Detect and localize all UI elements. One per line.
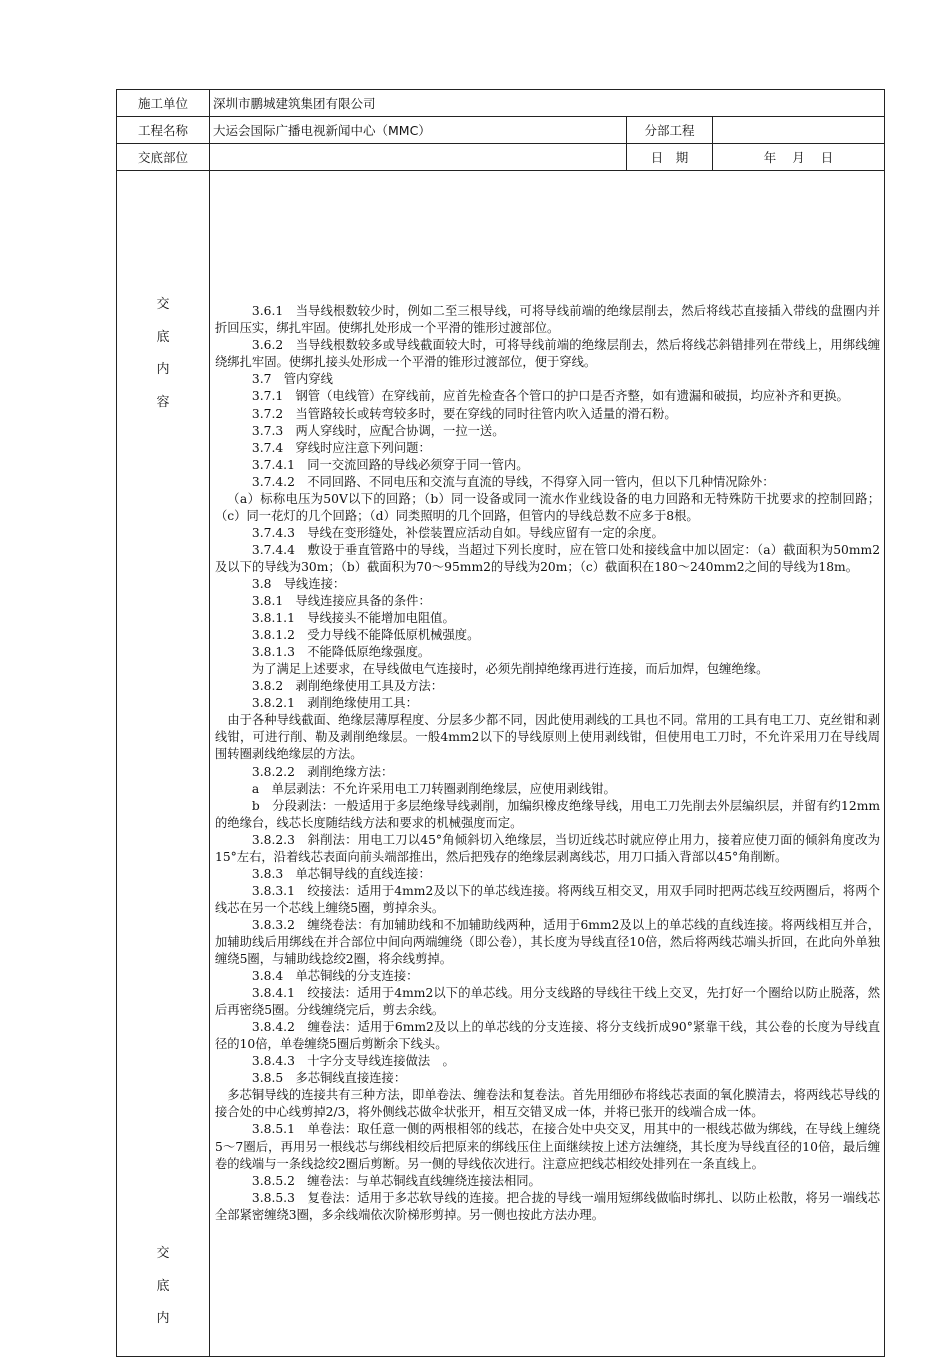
paragraph: 3.7.4 穿线时应注意下列问题： [251, 440, 431, 455]
paragraph: 3.8.4.1 绞接法：适用于4mm2以下的单芯线。用分支线路的导线往干线上交叉，先打好一个圈给以防止脱落，然后再密绕5圈。分线缠绕完后，剪去余线。 [215, 986, 881, 1018]
paragraph: 3.8.2.1 剥削绝缘使用工具： [251, 696, 418, 711]
paragraph: （a）标称电压为50V以下的回路；（b）同一设备或同一流水作业线设备的电力回路和无特殊防干扰要求的控制回路；（c）同一花灯的几个回路；（d）同类照明的几个回路，但管内的导线总数不应多于8根。 [215, 491, 881, 523]
location-value [210, 144, 627, 171]
sub-project-label: 分部工程 [627, 117, 713, 144]
paragraph: 3.8.4 单芯铜线的分支连接： [251, 969, 419, 984]
paragraph: 3.6.2 当导线根数较多或导线截面较大时，可将导线前端的绝缘层削去，然后将线芯斜错排列在带线上，用绑线缠绕绑扎牢固。使绑扎接头处形成一个平滑的锥形过渡部位，便于穿线。 [215, 338, 881, 370]
paragraph: a 单层剥法：不允许采用电工刀转圈剥削绝缘层，应使用剥线钳。 [251, 781, 616, 796]
date-value: 年 月 日 [713, 144, 885, 171]
paragraph: 3.6.1 当导线根数较少时，例如二至三根导线，可将导线前端的绝缘层削去，然后将线芯直接插入带线的盘圈内并折回压实，绑扎牢固。使绑扎处形成一个平滑的锥形过渡部位。 [215, 304, 881, 336]
paragraph: 3.7.4.3 导线在变形缝处，补偿装置应活动自如。导线应留有一定的余度。 [251, 525, 664, 540]
paragraph: 3.7 管内穿线 [251, 372, 333, 387]
side-label-bottom [117, 1238, 209, 1336]
project-name-label: 工程名称 [117, 117, 210, 144]
construction-unit-label: 施工单位 [117, 90, 210, 117]
paragraph: 3.7.4.4 敷设于垂直管路中的导线，当超过下列长度时，应在管口处和接线盒中加以固定：（a）截面积为50mm2及以下的导线为30m；（b）截面积为70～95mm2的导线为20m；（c）截面积在180～240mm2之间的导线为18m。 [215, 542, 881, 574]
paragraph: 3.8.3.1 绞接法：适用于4mm2及以下的单芯线连接。将两线互相交叉，用双手同时把两芯线互绞两圈后，将两个线芯在另一个芯线上缠绕5圈，剪掉余头。 [215, 883, 881, 915]
location-label: 交底部位 [117, 144, 210, 171]
paragraph: 为了满足上述要求，在导线做电气连接时，必须先削掉绝缘再进行连接，而后加焊，包缠绝缘。 [251, 662, 769, 677]
disclosure-form [116, 89, 885, 1357]
paragraph: 3.8.2 剥削绝缘使用工具及方法： [251, 679, 444, 694]
side-char: 底 [156, 329, 170, 345]
side-char: 交 [156, 1246, 170, 1261]
paragraph: 3.7.3 两人穿线时，应配合协调，一拉一送。 [251, 423, 505, 438]
paragraph: 3.7.4.2 不同回路、不同电压和交流与直流的导线，不得穿入同一管内，但以下几种情况除外： [251, 474, 775, 489]
side-char: 内 [156, 1311, 170, 1326]
paragraph: 3.8.3.2 缠绕卷法：有加辅助线和不加辅助线两种，适用于6mm2及以上的单芯线的直线连接。将两线相互并合，加辅助线后用绑线在并合部位中间向两端缠绕（即公卷），其长度为导线直径10倍，然后将两线芯端头折回，在此向外单独缠绕5圈，与辅助线捻绞2圈，将余线剪掉。 [215, 917, 881, 967]
paragraph: 3.8.1.3 不能降低原绝缘强度。 [251, 645, 431, 660]
content-side-label [117, 171, 210, 1357]
paragraph: 3.8.1.2 受力导线不能降低原机械强度。 [251, 628, 480, 643]
side-char: 内 [156, 362, 170, 377]
paragraph: 3.8.5.1 单卷法：取任意一侧的两根相邻的线芯，在接合处中央交叉，用其中的一根线芯做为绑线，在导线上缠绕5～7圈后，再用另一根线芯与绑线相绞后把原来的绑线压住上面继续按上述方法缠绕，其长度为导线直径的10倍，最后缠卷的线端与一条线捻绞2圈后剪断。另一侧的导线依次进行。注意应把线芯相绞处排列在一条直线上。 [215, 1122, 881, 1171]
paragraph: 3.8.5 多芯铜线直接连接： [251, 1071, 407, 1086]
sub-project-value [713, 117, 885, 144]
paragraph: 3.8 导线连接： [251, 576, 346, 591]
paragraph: 3.8.5.3 复卷法：适用于多芯软导线的连接。把合拢的导线一端用短绑线做临时绑扎、以防止松散，将另一端线芯全部紧密缠绕3圈，多余线端依次阶梯形剪掉。另一侧也按此方法办理。 [215, 1190, 881, 1222]
paragraph: 由于各种导线截面、绝缘层薄厚程度、分层多少都不同，因此使用剥线的工具也不同。常用的工具有电工刀、克丝钳和剥线钳，可进行削、勒及剥削绝缘层。一般4mm2以下的导线原则上使用剥线钳，但使用电工刀时，不允许采用刀在导线周围转圈剥线绝缘层的方法。 [215, 713, 881, 762]
construction-unit-value: 深圳市鹏城建筑集团有限公司 [210, 90, 885, 117]
paragraph: b 分段剥法：一般适用于多层绝缘导线剥削，加编织橡皮绝缘导线，用电工刀先削去外层编织层，并留有约12mm的绝缘台，线芯长度随结线方法和要求的机械强度而定。 [215, 798, 881, 830]
content-body [210, 171, 885, 1357]
paragraph: 3.8.4.2 缠卷法：适用于6mm2及以上的单芯线的分支连接、将分支线折成90°紧靠干线，其公卷的长度为导线直径的10倍，单卷缠绕5圈后剪断余下线头。 [215, 1020, 881, 1052]
side-char: 底 [156, 1278, 170, 1294]
paragraph: 多芯铜导线的连接共有三种方法，即单卷法、缠卷法和复卷法。首先用细砂布将线芯表面的氧化膜清去，将两线芯导线的接合处的中心线剪掉2/3，将外侧线芯做伞状张开，相互交错叉成一体，并将已张开的线端合成一体。 [215, 1088, 881, 1120]
side-char: 交 [156, 297, 170, 312]
date-label: 日 期 [627, 144, 713, 171]
paragraph-list [215, 303, 880, 1224]
paragraph: 3.8.3 单芯铜导线的直线连接： [251, 866, 431, 881]
paragraph: 3.8.4.3 十字分支导线连接做法 。 [251, 1054, 455, 1069]
paragraph: 3.7.2 当管路较长或转弯较多时，要在穿线的同时往管内吹入适量的滑石粉。 [251, 406, 677, 421]
paragraph: 3.7.4.1 同一交流回路的导线必须穿于同一管内。 [251, 457, 529, 472]
paragraph: 3.8.2.3 斜削法：用电工刀以45°角倾斜切入绝缘层，当切近线芯时就应停止用力，接着应使刀面的倾斜角度改为15°左右，沿着线芯表面向前头端部推出，然后把残存的绝缘层剥离线芯，用刀口插入背部以45°角削断。 [215, 832, 881, 864]
paragraph: 3.8.1 导线连接应具备的条件： [251, 594, 431, 609]
paragraph: 3.8.1.1 导线接头不能增加电阻值。 [251, 611, 455, 626]
side-char: 容 [156, 394, 170, 410]
paragraph: 3.8.2.2 剥削绝缘方法： [251, 764, 394, 779]
paragraph: 3.8.5.2 缠卷法：与单芯铜线直线缠绕连接法相同。 [251, 1173, 541, 1188]
project-name-value: 大运会国际广播电视新闻中心（MMC） [210, 117, 627, 144]
paragraph: 3.7.1 钢管（电线管）在穿线前，应首先检查各个管口的护口是否齐整，如有遗漏和破损，均应补齐和更换。 [251, 389, 849, 404]
side-label-top [117, 289, 209, 419]
